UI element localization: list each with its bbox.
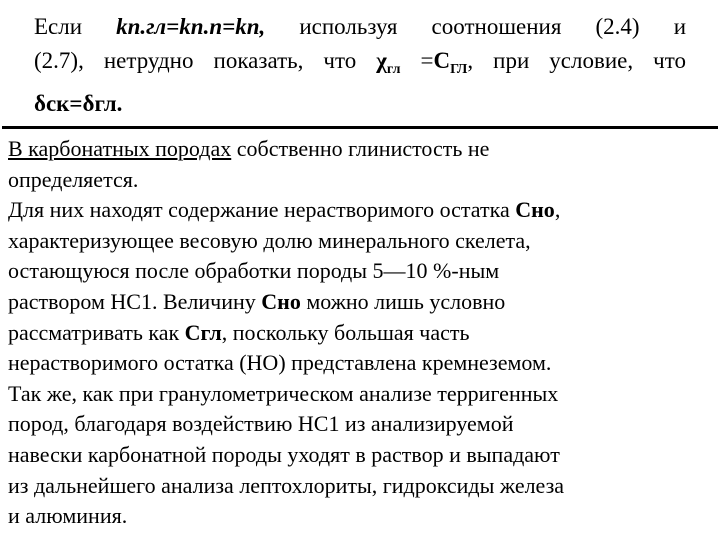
formula-line-3 bbox=[34, 87, 686, 121]
text-line bbox=[8, 318, 708, 349]
text-line: остающуюся после обработки породы 5—10 %-ным bbox=[8, 258, 500, 284]
text-line: Так же, как при гранулометрическом анализе терригенных bbox=[8, 380, 559, 406]
c-subscript: ГЛ bbox=[450, 62, 468, 77]
chi-symbol: χ bbox=[376, 48, 387, 73]
text-fragment: раствором НС1. Величину bbox=[8, 288, 262, 314]
chi-subscript: гл bbox=[386, 62, 401, 77]
text-fragment: собственно глинистость не bbox=[231, 136, 490, 161]
text-line: пород, благодаря воздействию НС1 из анализируемой bbox=[8, 411, 514, 437]
text-line: характеризующее весовую долю минерального скелета, bbox=[8, 227, 531, 253]
text-line bbox=[8, 134, 708, 165]
text-line: и алюминия. bbox=[8, 503, 128, 529]
text-fragment: используя соотношения (2.4) и bbox=[265, 14, 686, 39]
text-line bbox=[8, 287, 708, 318]
bold-term: Сно bbox=[261, 288, 301, 314]
c-symbol: С bbox=[433, 48, 451, 73]
text-line: нерастворимого остатка (НО) представлена кремнеземом. bbox=[8, 350, 552, 376]
text-line bbox=[8, 195, 708, 226]
text-line: определяется. bbox=[8, 166, 139, 192]
text-fragment: (2.7), нетрудно показать, что bbox=[34, 48, 377, 73]
text-fragment: , bbox=[554, 197, 561, 223]
text-fragment: , поскольку большая часть bbox=[221, 319, 470, 345]
text-fragment: , при условие, что bbox=[467, 48, 686, 73]
text-fragment: Если bbox=[34, 14, 117, 39]
text-fragment: = bbox=[400, 48, 434, 73]
bold-term: Сгл bbox=[184, 319, 222, 345]
divider-line bbox=[2, 126, 718, 129]
formula-line-1 bbox=[34, 10, 686, 44]
equation-delta: δск=δгл. bbox=[34, 91, 123, 116]
text-fragment: Для них находят содержание нерастворимого остатка bbox=[8, 197, 516, 223]
bold-term: Сно bbox=[515, 197, 555, 223]
text-fragment: можно лишь условно bbox=[300, 288, 506, 314]
equation-kn: kn.гл=kn.n=kn, bbox=[116, 14, 266, 39]
text-line: из дальнейшего анализа лептохлориты, гидроксиды железа bbox=[8, 472, 565, 498]
text-fragment: рассматривать как bbox=[8, 319, 185, 345]
carbonate-paragraph bbox=[8, 134, 708, 532]
underlined-term: В карбонатных породах bbox=[8, 136, 232, 161]
text-line: навески карбонатной породы уходят в раствор и выпадают bbox=[8, 441, 560, 467]
formula-paragraph bbox=[34, 10, 686, 121]
formula-line-2 bbox=[34, 44, 686, 87]
